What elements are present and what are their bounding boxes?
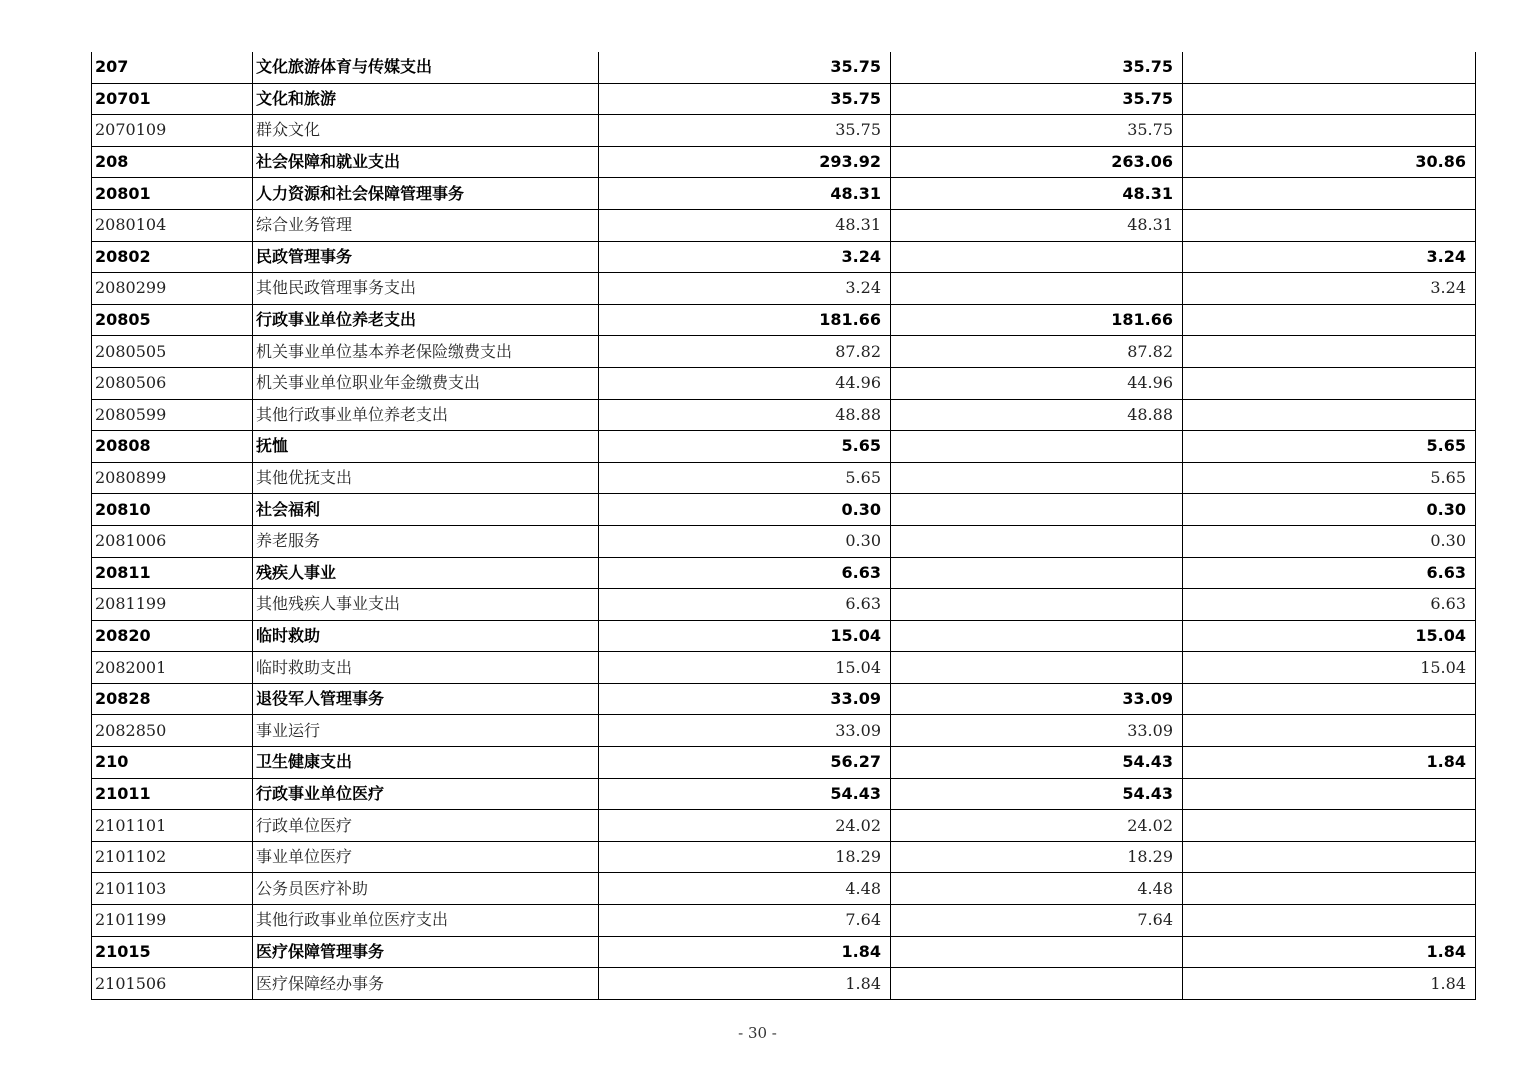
cell-project: 6.63 [1183, 557, 1476, 589]
cell-code: 2080899 [92, 462, 253, 494]
cell-project: 1.84 [1183, 968, 1476, 1000]
cell-basic: 54.43 [891, 778, 1183, 810]
table-row [92, 209, 1476, 241]
cell-total: 44.96 [599, 367, 891, 399]
cell-name: 综合业务管理 [253, 209, 599, 241]
cell-basic: 35.75 [891, 52, 1183, 83]
cell-total: 48.88 [599, 399, 891, 431]
cell-code: 2080506 [92, 367, 253, 399]
cell-basic [891, 525, 1183, 557]
cell-total: 54.43 [599, 778, 891, 810]
cell-project: 5.65 [1183, 431, 1476, 463]
cell-total: 3.24 [599, 273, 891, 305]
cell-code: 2080599 [92, 399, 253, 431]
cell-code: 210 [92, 747, 253, 779]
cell-total: 56.27 [599, 747, 891, 779]
table-row [92, 304, 1476, 336]
cell-project: 0.30 [1183, 494, 1476, 526]
cell-name: 医疗保障经办事务 [253, 968, 599, 1000]
cell-project [1183, 873, 1476, 905]
cell-code: 20811 [92, 557, 253, 589]
cell-name: 其他残疾人事业支出 [253, 589, 599, 621]
table-row [92, 589, 1476, 621]
cell-project: 15.04 [1183, 620, 1476, 652]
cell-basic [891, 273, 1183, 305]
table-row [92, 810, 1476, 842]
table-row [92, 715, 1476, 747]
cell-total: 35.75 [599, 52, 891, 83]
cell-code: 2082001 [92, 652, 253, 684]
budget-table-container [91, 52, 1475, 1000]
cell-total: 5.65 [599, 431, 891, 463]
cell-total: 4.48 [599, 873, 891, 905]
cell-name: 卫生健康支出 [253, 747, 599, 779]
cell-basic: 44.96 [891, 367, 1183, 399]
table-row [92, 936, 1476, 968]
cell-basic [891, 462, 1183, 494]
cell-name: 社会福利 [253, 494, 599, 526]
cell-total: 48.31 [599, 209, 891, 241]
cell-project: 1.84 [1183, 747, 1476, 779]
cell-code: 2070109 [92, 115, 253, 147]
cell-basic: 35.75 [891, 115, 1183, 147]
cell-code: 208 [92, 146, 253, 178]
table-row [92, 747, 1476, 779]
cell-basic: 33.09 [891, 683, 1183, 715]
cell-total: 3.24 [599, 241, 891, 273]
cell-name: 民政管理事务 [253, 241, 599, 273]
cell-name: 行政事业单位养老支出 [253, 304, 599, 336]
cell-code: 20808 [92, 431, 253, 463]
cell-total: 0.30 [599, 525, 891, 557]
table-row [92, 115, 1476, 147]
cell-name: 社会保障和就业支出 [253, 146, 599, 178]
cell-code: 20820 [92, 620, 253, 652]
cell-code: 20828 [92, 683, 253, 715]
table-row [92, 241, 1476, 273]
cell-code: 20701 [92, 83, 253, 115]
cell-project [1183, 367, 1476, 399]
cell-project: 6.63 [1183, 589, 1476, 621]
cell-basic: 35.75 [891, 83, 1183, 115]
cell-basic: 33.09 [891, 715, 1183, 747]
cell-total: 24.02 [599, 810, 891, 842]
cell-project: 5.65 [1183, 462, 1476, 494]
cell-basic [891, 557, 1183, 589]
cell-basic: 87.82 [891, 336, 1183, 368]
cell-name: 机关事业单位基本养老保险缴费支出 [253, 336, 599, 368]
cell-project [1183, 304, 1476, 336]
cell-code: 20802 [92, 241, 253, 273]
cell-project [1183, 336, 1476, 368]
cell-project [1183, 905, 1476, 937]
cell-basic: 24.02 [891, 810, 1183, 842]
table-body [92, 52, 1476, 999]
cell-name: 其他优抚支出 [253, 462, 599, 494]
cell-basic [891, 652, 1183, 684]
cell-total: 293.92 [599, 146, 891, 178]
cell-basic [891, 241, 1183, 273]
cell-code: 2101506 [92, 968, 253, 1000]
cell-total: 1.84 [599, 936, 891, 968]
page-number: - 30 - [738, 1024, 777, 1042]
cell-basic: 263.06 [891, 146, 1183, 178]
cell-code: 2080505 [92, 336, 253, 368]
cell-name: 退役军人管理事务 [253, 683, 599, 715]
cell-name: 其他民政管理事务支出 [253, 273, 599, 305]
cell-total: 0.30 [599, 494, 891, 526]
table-row [92, 178, 1476, 210]
cell-project [1183, 810, 1476, 842]
cell-project: 3.24 [1183, 273, 1476, 305]
cell-project [1183, 52, 1476, 83]
table-row [92, 399, 1476, 431]
cell-basic: 48.31 [891, 178, 1183, 210]
cell-name: 其他行政事业单位医疗支出 [253, 905, 599, 937]
cell-basic: 54.43 [891, 747, 1183, 779]
cell-basic [891, 936, 1183, 968]
cell-name: 医疗保障管理事务 [253, 936, 599, 968]
cell-name: 事业运行 [253, 715, 599, 747]
cell-total: 15.04 [599, 652, 891, 684]
cell-name: 临时救助 [253, 620, 599, 652]
table-row [92, 905, 1476, 937]
cell-project: 1.84 [1183, 936, 1476, 968]
cell-name: 其他行政事业单位养老支出 [253, 399, 599, 431]
table-row [92, 778, 1476, 810]
cell-total: 35.75 [599, 115, 891, 147]
cell-code: 207 [92, 52, 253, 83]
cell-project [1183, 209, 1476, 241]
table-row [92, 367, 1476, 399]
cell-name: 行政单位医疗 [253, 810, 599, 842]
cell-code: 2101102 [92, 841, 253, 873]
cell-project [1183, 178, 1476, 210]
cell-code: 20810 [92, 494, 253, 526]
cell-basic [891, 431, 1183, 463]
cell-basic [891, 620, 1183, 652]
table-row [92, 557, 1476, 589]
cell-total: 181.66 [599, 304, 891, 336]
cell-total: 6.63 [599, 557, 891, 589]
cell-name: 人力资源和社会保障管理事务 [253, 178, 599, 210]
cell-name: 事业单位医疗 [253, 841, 599, 873]
table-row [92, 462, 1476, 494]
cell-basic: 4.48 [891, 873, 1183, 905]
cell-total: 33.09 [599, 683, 891, 715]
cell-basic: 48.88 [891, 399, 1183, 431]
cell-project [1183, 715, 1476, 747]
cell-project: 15.04 [1183, 652, 1476, 684]
cell-total: 87.82 [599, 336, 891, 368]
cell-total: 15.04 [599, 620, 891, 652]
cell-basic: 18.29 [891, 841, 1183, 873]
cell-name: 临时救助支出 [253, 652, 599, 684]
cell-code: 2081199 [92, 589, 253, 621]
table-row [92, 336, 1476, 368]
cell-name: 文化旅游体育与传媒支出 [253, 52, 599, 83]
cell-project [1183, 399, 1476, 431]
cell-code: 2082850 [92, 715, 253, 747]
cell-name: 行政事业单位医疗 [253, 778, 599, 810]
cell-project [1183, 683, 1476, 715]
table-row [92, 431, 1476, 463]
cell-code: 2101101 [92, 810, 253, 842]
table-row [92, 52, 1476, 83]
cell-project [1183, 841, 1476, 873]
table-row [92, 494, 1476, 526]
cell-project: 30.86 [1183, 146, 1476, 178]
table-row [92, 652, 1476, 684]
cell-code: 2101103 [92, 873, 253, 905]
cell-code: 21015 [92, 936, 253, 968]
cell-basic [891, 494, 1183, 526]
table-row [92, 873, 1476, 905]
cell-total: 6.63 [599, 589, 891, 621]
cell-total: 33.09 [599, 715, 891, 747]
cell-basic: 7.64 [891, 905, 1183, 937]
cell-code: 2101199 [92, 905, 253, 937]
cell-name: 抚恤 [253, 431, 599, 463]
cell-basic: 181.66 [891, 304, 1183, 336]
cell-project [1183, 778, 1476, 810]
cell-code: 20801 [92, 178, 253, 210]
cell-name: 群众文化 [253, 115, 599, 147]
cell-name: 机关事业单位职业年金缴费支出 [253, 367, 599, 399]
cell-basic [891, 589, 1183, 621]
table-row [92, 620, 1476, 652]
cell-project: 3.24 [1183, 241, 1476, 273]
cell-code: 2080104 [92, 209, 253, 241]
cell-name: 残疾人事业 [253, 557, 599, 589]
cell-name: 养老服务 [253, 525, 599, 557]
table-row [92, 273, 1476, 305]
cell-total: 7.64 [599, 905, 891, 937]
cell-total: 18.29 [599, 841, 891, 873]
table-row [92, 83, 1476, 115]
cell-code: 2080299 [92, 273, 253, 305]
cell-code: 20805 [92, 304, 253, 336]
cell-total: 5.65 [599, 462, 891, 494]
table-row [92, 968, 1476, 1000]
cell-total: 35.75 [599, 83, 891, 115]
cell-code: 21011 [92, 778, 253, 810]
cell-total: 48.31 [599, 178, 891, 210]
cell-project: 0.30 [1183, 525, 1476, 557]
table-row [92, 683, 1476, 715]
table-row [92, 841, 1476, 873]
cell-name: 公务员医疗补助 [253, 873, 599, 905]
table-row [92, 146, 1476, 178]
cell-basic: 48.31 [891, 209, 1183, 241]
cell-code: 2081006 [92, 525, 253, 557]
cell-total: 1.84 [599, 968, 891, 1000]
budget-table [91, 52, 1476, 1000]
cell-project [1183, 115, 1476, 147]
cell-project [1183, 83, 1476, 115]
table-row [92, 525, 1476, 557]
cell-name: 文化和旅游 [253, 83, 599, 115]
cell-basic [891, 968, 1183, 1000]
